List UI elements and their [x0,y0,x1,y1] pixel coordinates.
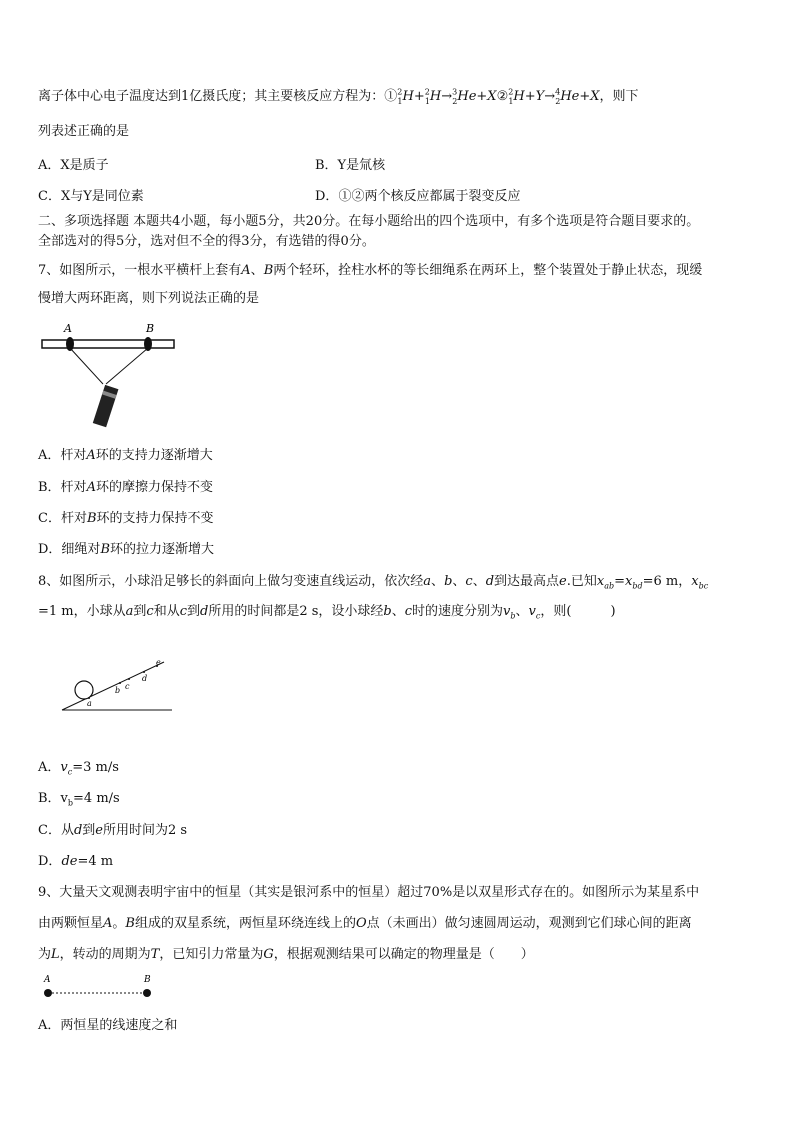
var: v [60,760,68,775]
var: d [485,574,495,589]
q8-option-b[interactable] [38,790,120,808]
q8-text: =6 m， [642,574,692,589]
plus: + [476,89,488,104]
mass-number: 3 [452,87,458,97]
q8-option-c[interactable] [38,822,187,840]
var: L [51,947,60,962]
var: a [423,574,432,589]
q9-text: 由两颗恒星 [38,916,104,931]
circled-2: ② [351,189,365,204]
option-text: 环的支持力逐渐增大 [95,448,213,463]
section-2-heading: 二、多项选择题 本题共4小题，每小题5分，共20分。在每小题给出的四个选项中，有多个选项是符合题目要求的。 [38,214,700,229]
q9-text: 。 [112,916,126,931]
q8-text: 和从 [153,604,180,619]
option-text: =4 m [77,854,114,869]
nuclide-symbol: He [560,89,580,104]
point-b [119,682,121,684]
rope-right [106,348,148,384]
circled-2: ② [496,89,509,104]
q6-option-a[interactable]: A．X是质子 [38,158,109,173]
ring-a [66,337,74,351]
mass-number: 2 [424,87,430,97]
rope-left [70,348,103,384]
var-x: X [590,89,600,104]
q8-text: 、 [515,604,529,619]
var: d [200,604,209,619]
var-a: A [86,448,96,463]
q9-text: ，根据观测结果可以确定的物理量是（ ） [273,947,534,962]
option-text: 环的摩擦力保持不变 [95,480,213,495]
var: O [356,916,367,931]
q7-option-c[interactable] [38,510,214,528]
option-letter: D． [315,189,339,204]
q6-equation-2 [497,89,600,104]
q8-stem-line1 [38,573,708,591]
var: de [61,854,78,869]
option-text: B．杆对 [38,480,87,495]
q9-text: ，已知引力常量为 [159,947,264,962]
var: x [596,574,605,589]
q9-stem-line1: 9、大量天文观测表明宇宙中的恒星（其实是银河系中的恒星）超过70%是以双星形式存在的。如图所示为某星系中 [38,885,700,900]
star-a [44,989,52,997]
nuclide-symbol: H [429,89,442,104]
circled-1: ① [384,89,398,104]
q9-text: 点（未画出）做匀速圆周运动，观测到它们球心间的距离 [366,916,692,931]
figure-label-a: A [64,322,72,335]
option-text: =3 m/s [72,760,119,775]
atomic-number: 2 [555,96,561,106]
arrow: → [441,89,453,104]
ball-icon [75,681,93,699]
var: e [95,823,103,838]
q7-figure [40,318,180,433]
mass-number: 2 [397,87,403,97]
var-x: X [487,89,497,104]
atomic-number: 1 [397,96,403,106]
figure-label-b: B [146,322,155,335]
option-text: =4 m/s [73,791,120,806]
var: x [691,574,699,589]
ring-b [144,337,152,351]
q8-stem-line2 [38,603,616,621]
q6-stem-tail: ，则下 [599,89,639,104]
q6-equation-1 [384,89,496,104]
cup-icon [93,385,119,427]
q6-option-d[interactable] [315,188,520,206]
var: c [146,604,154,619]
option-text: 环的支持力保持不变 [96,511,214,526]
q8-text: 时的速度分别为 [412,604,504,619]
atomic-number: 1 [508,96,514,106]
var-a: A [86,480,96,495]
q9-text: 组成的双星系统，两恒星环绕连线上的 [134,916,356,931]
var: x [625,574,633,589]
var-b: B [100,542,110,557]
q8-figure [60,650,175,715]
var-y: Y [535,89,545,104]
var: v [503,604,511,619]
var: b [444,574,453,589]
horizontal-rod [42,340,174,348]
nuclide-symbol: H [402,89,414,104]
var: G [263,947,274,962]
q9-option-a[interactable]: A．两恒星的线速度之和 [38,1018,178,1033]
plus: + [413,89,425,104]
subscript: c [535,611,541,621]
q6-stem-line2: 列表述正确的是 [38,124,130,139]
q7-text: 两个轻环，拴柱水杯的等长细绳系在两环上，整个装置处于静止状态，现缓 [273,263,703,278]
subscript: c [67,767,73,777]
var: d [73,823,83,838]
q7-option-a[interactable] [38,447,213,465]
nuclide-symbol: He [457,89,477,104]
var-a: A [241,263,251,278]
circled-1: ① [338,189,352,204]
point-c [128,678,130,680]
var-b: B [86,511,97,526]
label-d: d [142,674,148,683]
star-b [143,989,151,997]
arrow: → [544,89,556,104]
option-text: 所用时间为2 s [103,823,188,838]
label-e: e [156,658,161,667]
q8-text: 到 [133,604,147,619]
mass-number: 4 [555,87,561,97]
q8-text: =1 m，小球从 [38,604,126,619]
q7-text: 、 [250,263,264,278]
sep: 、 [431,574,445,589]
subscript: b [67,798,74,808]
q6-stem-line1 [38,88,639,106]
subscript: bd [632,581,643,591]
label-b: B [144,975,151,985]
q9-stem-line2 [38,915,692,933]
q7-stem-line2: 慢增大两环距离，则下列说法正确的是 [38,291,260,306]
option-text: A．杆对 [38,448,87,463]
sep: 、 [472,574,486,589]
var: T [150,947,160,962]
q8-text: ，则( ) [540,604,616,619]
var: B [125,916,135,931]
q9-figure [40,972,160,1002]
nuclide-symbol: H [513,89,525,104]
q6-option-c[interactable]: C．X与Y是同位素 [38,189,144,204]
q8-option-d[interactable] [38,853,113,871]
var: c [404,604,413,619]
atomic-number: 1 [424,96,430,106]
q8-text: 、 [391,604,405,619]
q6-stem-text: 离子体中心电子温度达到1亿摄氏度；其主要核反应方程为： [38,89,385,104]
label-b: b [115,686,121,695]
var: a [125,604,134,619]
point-d [143,671,145,673]
q7-option-d[interactable] [38,541,214,559]
option-letter: A． [38,760,61,775]
q8-text: 所用的时间都是2 s，设小球经 [208,604,384,619]
subscript: ab [604,581,615,591]
q9-text: ，转动的周期为 [59,947,151,962]
sep: 、 [452,574,466,589]
atomic-number: 2 [452,96,458,106]
q6-option-b[interactable]: B．Y是氚核 [315,158,386,173]
q7-stem-line1 [38,262,702,280]
option-text: 环的拉力逐渐增大 [110,542,215,557]
var: c [465,574,473,589]
q8-text: 8、如图所示，小球沿足够长的斜面向上做匀变速直线运动，依次经 [38,574,424,589]
subscript: b [510,611,516,621]
section-2-scoring: 全部选对的得5分，选对但不全的得3分，有选错的得0分。 [38,234,375,249]
option-text: C．杆对 [38,511,87,526]
plus: + [579,89,591,104]
label-a: A [44,975,51,985]
var-b: B [263,263,274,278]
q8-text: 到达最高点 [494,574,560,589]
q9-stem-line3 [38,946,534,964]
var: v [528,604,536,619]
mass-number: 2 [508,87,514,97]
subscript: bc [698,581,709,591]
option-text: B．v [38,791,68,806]
var: b [383,604,392,619]
q9-text: 为 [38,947,52,962]
q7-option-b[interactable] [38,479,213,497]
option-text: 两个核反应都属于裂变反应 [364,189,521,204]
label-c: c [125,682,130,691]
q8-text: 到 [186,604,200,619]
plus: + [524,89,536,104]
var: A [103,916,113,931]
q8-option-a[interactable] [38,759,119,777]
label-a: a [87,699,92,708]
option-letter: D． [38,854,62,869]
option-text: 到 [82,823,96,838]
var: c [179,604,187,619]
q8-text: .已知 [566,574,597,589]
q7-text: 7、如图所示，一根水平横杆上套有 [38,263,242,278]
var: e [559,574,567,589]
equals: = [614,574,626,589]
option-text: C．从 [38,823,74,838]
option-text: D．细绳对 [38,542,101,557]
